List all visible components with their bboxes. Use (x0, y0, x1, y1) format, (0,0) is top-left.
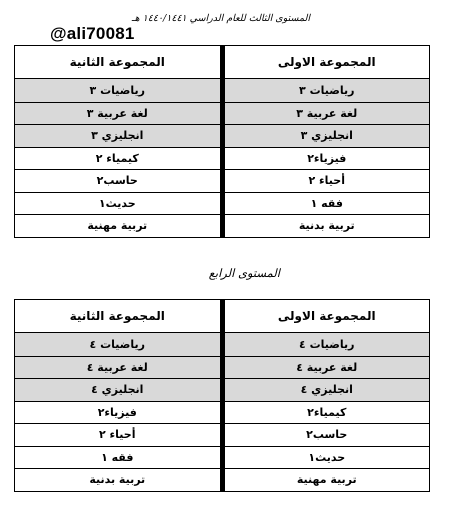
cell-group1: انجليزي ٤ (220, 379, 430, 401)
cell-group2: أحياء ٢ (99, 428, 136, 442)
cell-group2: لغة عربية ٣ (86, 106, 148, 120)
cell-group1: فيزياء٢ (220, 148, 430, 170)
header-group1: المجموعة الاولى (220, 300, 430, 332)
cell-group1: فقه ١ (220, 193, 430, 215)
cell-group2: تربية مهنية (87, 219, 148, 233)
header-group1: المجموعة الاولى (220, 46, 430, 78)
cell-group1: أحياء ٢ (220, 170, 430, 192)
table-row (15, 124, 429, 147)
cell-group1: رياضيات ٤ (220, 333, 430, 356)
cell-group1: تربية بدنية (220, 215, 430, 237)
cell-group2: رياضيات ٤ (89, 337, 145, 351)
cell-group1: رياضيات ٣ (220, 79, 430, 102)
cell-group2: انجليزي ٣ (91, 129, 144, 143)
cell-group2: رياضيات ٣ (89, 83, 145, 97)
cell-group2: تربية بدنية (89, 473, 146, 487)
cell-group2: حديث١ (98, 196, 136, 210)
level3-title: المستوى الثالث للعام الدراسي ١٤٤٠/١٤٤١ هـ (131, 13, 310, 24)
cell-group1: انجليزي ٣ (220, 125, 430, 147)
cell-group2: فقه ١ (101, 450, 134, 464)
table-row (15, 468, 429, 491)
table-row (15, 378, 429, 401)
cell-group2: فيزياء٢ (97, 405, 137, 419)
table-row (15, 423, 429, 446)
table-row (15, 102, 429, 125)
table-row (15, 401, 429, 424)
cell-group1: لغة عربية ٣ (220, 103, 430, 125)
table-row (15, 79, 429, 102)
table-row (15, 356, 429, 379)
cell-group1: حديث١ (220, 447, 430, 469)
level4-table (14, 299, 430, 492)
table-row (15, 214, 429, 237)
level4-title: المستوى الرابع (208, 266, 280, 280)
level3-table (14, 45, 430, 238)
cell-group1: لغة عربية ٤ (220, 357, 430, 379)
table-row (15, 446, 429, 469)
cell-group1: كيمياء٢ (220, 402, 430, 424)
cell-group2: حاسب٢ (96, 174, 138, 188)
header-group2: المجموعة الثانية (69, 309, 165, 323)
cell-group2: انجليزي ٤ (91, 383, 144, 397)
cell-group1: تربية مهنية (220, 469, 430, 491)
table-row (15, 147, 429, 170)
watermark-handle: @ali70081 (50, 24, 135, 43)
cell-group2: كيمياء ٢ (95, 151, 139, 165)
cell-group2: لغة عربية ٤ (86, 360, 148, 374)
header-group2: المجموعة الثانية (69, 55, 165, 69)
cell-group1: حاسب٢ (220, 424, 430, 446)
table-row (15, 192, 429, 215)
table-row (15, 169, 429, 192)
table-row (15, 333, 429, 356)
table-header-row (15, 300, 429, 333)
table-header-row (15, 46, 429, 79)
